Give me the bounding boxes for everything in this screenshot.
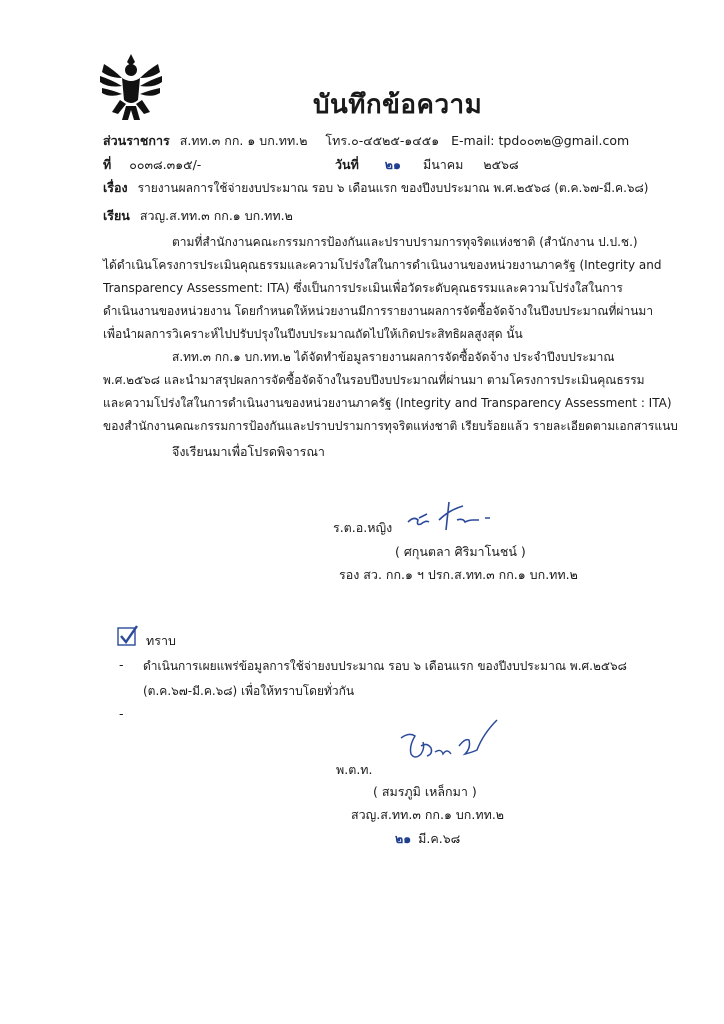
acknowledge-checkbox xyxy=(117,625,137,645)
signer2-date-rest: มี.ค.๖๘ xyxy=(418,831,461,846)
date-row xyxy=(335,155,519,175)
date-day: ๒๑ xyxy=(384,157,401,172)
reference-value: ๐๐๓๘.๓๑๕/- xyxy=(129,157,202,172)
acknowledge-text: ทราบ xyxy=(146,633,176,648)
date-year: ๒๕๖๘ xyxy=(483,157,519,172)
reference-row xyxy=(103,155,201,175)
item1-dash: - xyxy=(119,657,124,672)
garuda-emblem xyxy=(98,50,164,122)
signer2-rank: พ.ต.ท. xyxy=(336,762,373,777)
date-label: วันที่ xyxy=(335,157,359,172)
item1-line2: (ต.ค.๖๗-มี.ค.๖๘) เพื่อให้ทราบโดยทั่วกัน xyxy=(143,684,355,698)
paragraph-1-line: Transparency Assessment: ITA) ซึ่งเป็นการประเมินเพื่อวัดระดับคุณธรรมและความโปร่งใสในการ xyxy=(103,281,623,295)
memo-title: บันทึกข้อความ xyxy=(313,90,483,120)
paragraph-1-line: ตามที่สำนักงานคณะกรรมการป้องกันและปราบปรามการทุจริตแห่งชาติ (สำนักงาน ป.ป.ช.) xyxy=(172,235,638,249)
recipient-value: สวญ.ส.ทท.๓ กก.๑ บก.ทท.๒ xyxy=(139,208,293,223)
paragraph-2-line: ของสำนักงานคณะกรรมการป้องกันและปราบปรามการทุจริตแห่งชาติ เรียบร้อยแล้ว รายละเอียดตามเอกสารแนบ xyxy=(103,419,678,433)
signer1-signature-mark xyxy=(405,498,495,534)
signer2-position: สวญ.ส.ทท.๓ กก.๑ บก.ทท.๒ xyxy=(351,807,505,822)
phone-number: โทร.๐-๔๕๒๕-๑๔๕๑ xyxy=(325,133,440,148)
division-label: ส่วนราชการ xyxy=(103,133,170,148)
paragraph-2-line: พ.ศ.๒๕๖๘ และนำมาสรุปผลการจัดซื้อจัดจ้างในรอบปีงบประมาณที่ผ่านมา ตามโครงการประเมินคุณธรรม xyxy=(103,373,645,387)
recipient-label: เรียน xyxy=(103,208,130,223)
paragraph-1-line: เพื่อนำผลการวิเคราะห์ไปปรับปรุงในปีงบประมาณถัดไปให้เกิดประสิทธิผลสูงสุด นั้น xyxy=(103,327,523,341)
email-address: E-mail: tpd๐๐๓๒@gmail.com xyxy=(451,133,630,148)
reference-label: ที่ xyxy=(103,157,112,172)
division-value: ส.ทท.๓ กก. ๑ บก.ทท.๒ xyxy=(179,133,308,148)
closing-request: จึงเรียนมาเพื่อโปรดพิจารณา xyxy=(172,444,325,459)
subject-label: เรื่อง xyxy=(103,180,128,195)
division-row xyxy=(103,131,629,151)
signer1-name: ( ศกุนตลา ศิริมาโนชน์ ) xyxy=(395,544,526,559)
paragraph-1-line: ดำเนินงานของหน่วยงาน โดยกำหนดให้หน่วยงานมีการรายงานผลการจัดซื้อจัดจ้างในปีงบประมาณที่ผ่านมา xyxy=(103,304,654,318)
paragraph-2-line: และความโปร่งใสในการดำเนินงานของหน่วยงานภาครัฐ (Integrity and Transparency Assessment : ITA) xyxy=(103,396,672,410)
signer2-name: ( สมรภูมิ เหล็กมา ) xyxy=(373,784,477,799)
signer1-position: รอง สว. กก.๑ ฯ ปรก.ส.ทท.๓ กก.๑ บก.ทท.๒ xyxy=(339,567,578,582)
paragraph-1-line: ได้ดำเนินโครงการประเมินคุณธรรมและความโปร่งใสในการดำเนินงานของหน่วยงานภาครัฐ (Integrity and xyxy=(103,258,662,272)
item1-line1: ดำเนินการเผยแพร่ข้อมูลการใช้จ่ายงบประมาณ รอบ ๖ เดือนแรก ของปีงบประมาณ พ.ศ.๒๕๖๘ xyxy=(143,659,627,673)
subject-value: รายงานผลการใช้จ่ายงบประมาณ รอบ ๖ เดือนแรก ของปีงบประมาณ พ.ศ.๒๕๖๘ (ต.ค.๖๗-มี.ค.๖๘) xyxy=(137,181,649,195)
subject-row xyxy=(103,178,648,198)
signer2-date xyxy=(395,829,460,849)
recipient-row xyxy=(103,206,293,226)
signer1-rank: ร.ต.อ.หญิง xyxy=(333,520,393,535)
item2-dash: - xyxy=(119,706,124,721)
paragraph-2-line: ส.ทท.๓ กก.๑ บก.ทท.๒ ได้จัดทำข้อมูลรายงานผลการจัดซื้อจัดจ้าง ประจำปีงบประมาณ xyxy=(172,350,615,364)
signer2-signature-mark xyxy=(395,716,505,766)
signer2-date-day: ๒๑ xyxy=(395,831,412,846)
date-month: มีนาคม xyxy=(422,157,464,172)
